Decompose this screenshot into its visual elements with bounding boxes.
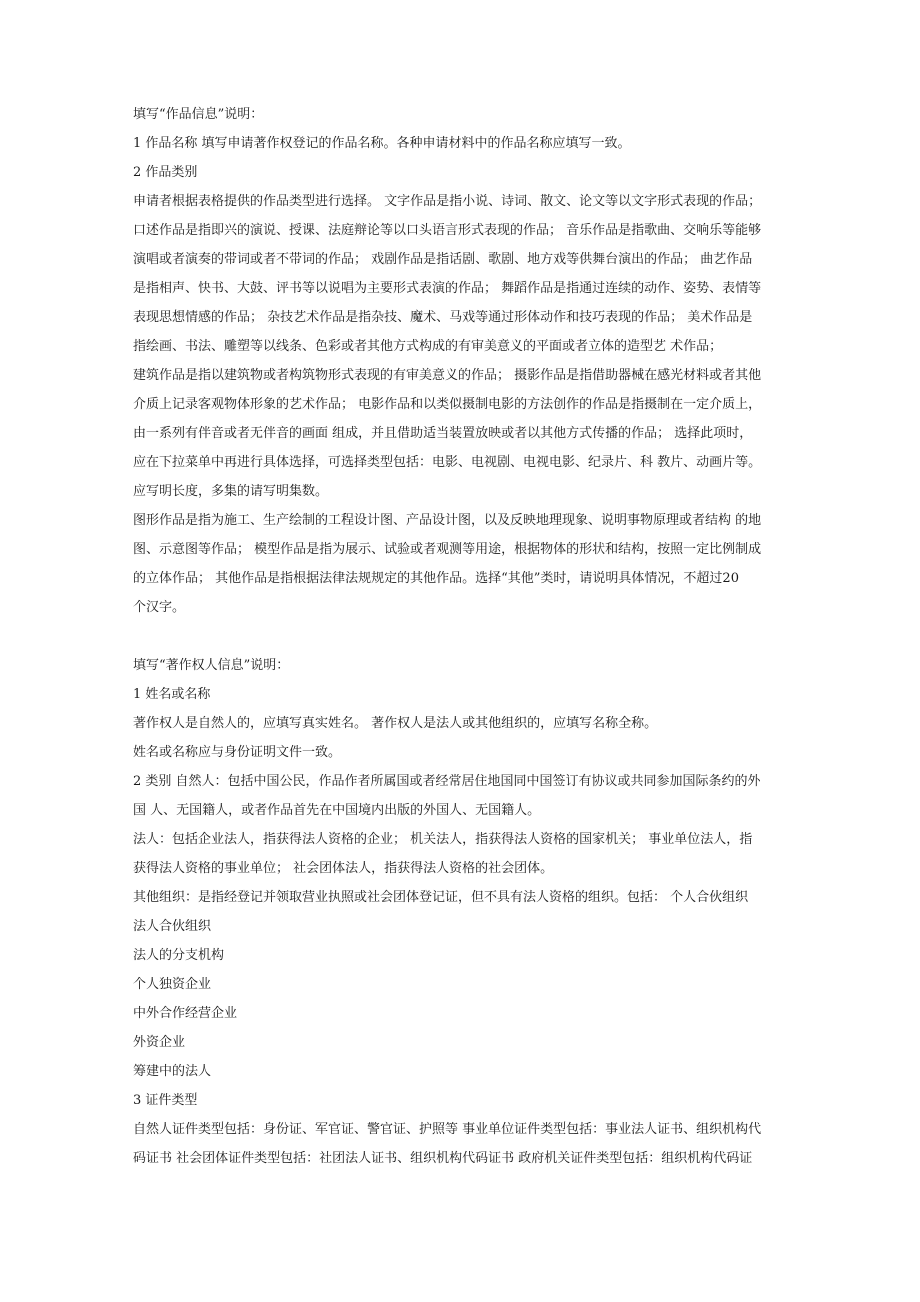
text-line: 1 姓名或名称	[133, 687, 211, 702]
text-line: 建筑作品是指以建筑物或者构筑物形式表现的有审美意义的作品； 摄影作品是指借助器械在感光材料或者其他	[133, 368, 762, 383]
section-heading: 填写“著作权人信息”说明：	[133, 658, 290, 673]
list-item: 法人的分支机构	[133, 948, 225, 963]
text-line: 1 作品名称 填写申请著作权登记的作品名称。各种申请材料中的作品名称应填写一致。	[133, 136, 631, 151]
text-line: 国 人、无国籍人，或者作品首先在中国境内出版的外国人、无国籍人。	[133, 803, 541, 818]
text-line: 口述作品是指即兴的演说、授课、法庭辩论等以口头语言形式表现的作品； 音乐作品是指歌曲、交响乐等能够	[133, 223, 762, 238]
section-spacer	[133, 622, 789, 651]
list-item: 法人合伙组织	[133, 919, 212, 934]
text-line: 指绘画、书法、雕塑等以线条、色彩或者其他方式构成的有审美意义的平面或者立体的造型艺 术作品；	[133, 339, 723, 354]
owner-info-section	[133, 651, 789, 1173]
text-line: 姓名或名称应与身份证明文件一致。	[133, 745, 342, 760]
text-line: 著作权人是自然人的，应填写真实姓名。 著作权人是法人或其他组织的，应填写名称全称。	[133, 716, 658, 731]
text-line: 申请者根据表格提供的作品类型进行选择。 文字作品是指小说、诗词、散文、论文等以文字形式表现的作品；	[133, 194, 762, 209]
list-item: 筹建中的法人	[133, 1064, 212, 1079]
text-line: 的立体作品； 其他作品是指根据法律法规规定的其他作品。选择“其他”类时，请说明具体情况，不超过20	[133, 571, 739, 586]
text-line: 码证书 社会团体证件类型包括：社团法人证书、组织机构代码证书 政府机关证件类型包括：组织机构代码证	[133, 1151, 753, 1166]
work-info-section	[133, 100, 789, 622]
text-line: 其他组织：是指经登记并领取营业执照或社会团体登记证，但不具有法人资格的组织。包括： 个人合伙组织	[133, 890, 749, 905]
document-page	[133, 100, 789, 1173]
section-heading: 填写“作品信息”说明：	[133, 107, 264, 122]
text-line: 图、示意图等作品； 模型作品是指为展示、试验或者观测等用途，根据物体的形状和结构，按照一定比例制成	[133, 542, 762, 557]
text-line: 介质上记录客观物体形象的艺术作品； 电影作品和以类似摄制电影的方法创作的作品是指摄制在一定介质上，	[133, 397, 762, 412]
text-line: 获得法人资格的事业单位； 社会团体法人，指获得法人资格的社会团体。	[133, 861, 554, 876]
list-item: 外资企业	[133, 1035, 186, 1050]
text-line: 由一系列有伴音或者无伴音的画面 组成，并且借助适当装置放映或者以其他方式传播的作品； 选择此项时，	[133, 426, 753, 441]
text-line: 自然人证件类型包括：身份证、军官证、警官证、护照等 事业单位证件类型包括：事业法人证书、组织机构代	[133, 1122, 762, 1137]
text-line: 图形作品是指为施工、生产绘制的工程设计图、产品设计图，以及反映地理现象、说明事物原理或者结构 的地	[133, 513, 762, 528]
text-line: 法人：包括企业法人，指获得法人资格的企业； 机关法人，指获得法人资格的国家机关； 事业单位法人，指	[133, 832, 753, 847]
text-line: 2 类别 自然人：包括中国公民，作品作者所属国或者经常居住地国同中国签订有协议或共同参加国际条约的外	[133, 774, 761, 789]
text-line: 3 证件类型	[133, 1093, 198, 1108]
text-line: 是指相声、快书、大鼓、评书等以说唱为主要形式表演的作品； 舞蹈作品是指通过连续的动作、姿势、表情等	[133, 281, 762, 296]
text-line: 应在下拉菜单中再进行具体选择，可选择类型包括：电影、电视剧、电视电影、纪录片、科 教片、动画片等。	[133, 455, 762, 470]
list-item: 个人独资企业	[133, 977, 212, 992]
text-line: 个汉字。	[133, 600, 186, 615]
text-line: 应写明长度，多集的请写明集数。	[133, 484, 329, 499]
list-item: 中外合作经营企业	[133, 1006, 238, 1021]
text-line: 演唱或者演奏的带词或者不带词的作品； 戏剧作品是指话剧、歌剧、地方戏等供舞台演出的作品； 曲艺作品	[133, 252, 753, 267]
text-line: 2 作品类别	[133, 165, 198, 180]
text-line: 表现思想情感的作品； 杂技艺术作品是指杂技、魔术、马戏等通过形体动作和技巧表现的作品； 美术作品是	[133, 310, 753, 325]
